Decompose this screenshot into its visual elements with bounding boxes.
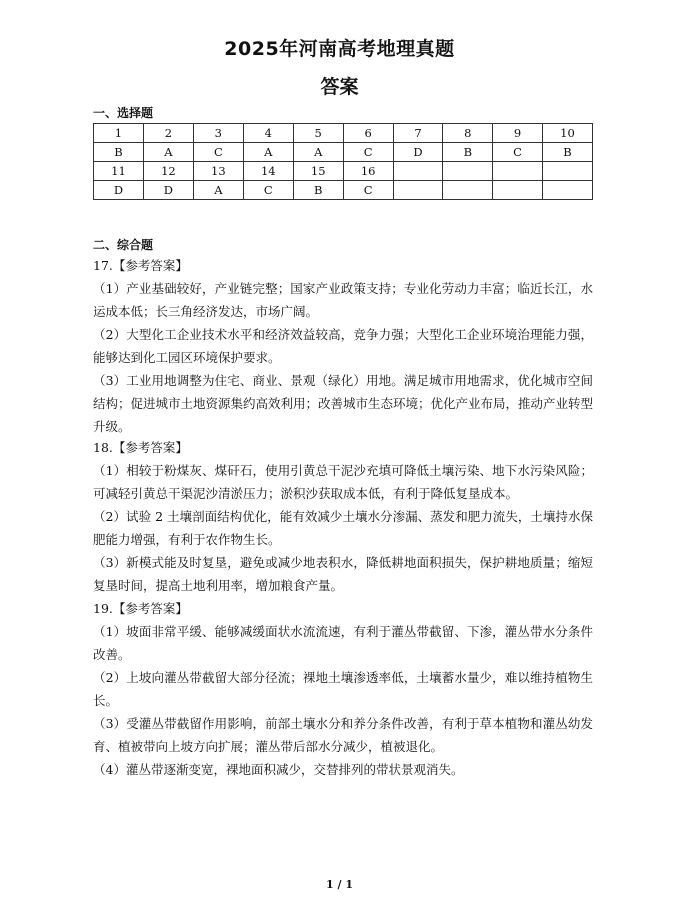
answer-table-cell: C [493,143,543,162]
question-19-block [93,597,593,781]
answer-table-cell: 5 [293,124,343,143]
answer-table-cell [542,162,592,181]
question-17-heading: 17.【参考答案】 [93,258,188,273]
question-19-heading: 19.【参考答案】 [93,601,188,616]
answer-table-row [94,124,593,143]
answer-table-cell: 15 [293,162,343,181]
answer-table-cell [443,181,493,200]
answer-table-cell: 6 [343,124,393,143]
section-heading-comprehensive: 二、综合题 [93,238,154,252]
answer-table-cell: D [393,143,443,162]
answer-table-cell: 11 [94,162,144,181]
answer-18-2: （2）试验 2 土壤剖面结构优化，能有效减少土壤水分渗漏、蒸发和肥力流失，土壤持水保肥能力增强，有利于农作物生长。 [93,509,593,547]
answer-table-cell [443,162,493,181]
page-subtitle: 答案 [320,76,359,98]
answer-19-4: （4）灌丛带逐渐变宽，裸地面积减少，交替排列的带状景观消失。 [93,762,464,777]
answer-table-row [94,143,593,162]
answer-table-cell [493,181,543,200]
answer-table-cell: B [94,143,144,162]
section-heading-choice: 一、选择题 [93,106,154,120]
answer-17-1: （1）产业基础较好，产业链完整；国家产业政策支持；专业化劳动力丰富；临近长江，水运成本低；长三角经济发达，市场广阔。 [93,281,593,319]
answer-table-cell [393,181,443,200]
answer-table-cell: 14 [243,162,293,181]
answer-table-cell: 13 [193,162,243,181]
answer-table-cell: A [193,181,243,200]
answer-table-cell: A [243,143,293,162]
answer-table-cell: D [143,181,193,200]
answer-table-row [94,181,593,200]
answer-table-cell: 1 [94,124,144,143]
answer-table-cell: 4 [243,124,293,143]
answer-table [93,123,593,200]
answer-17-2: （2）大型化工企业技术水平和经济效益较高，竞争力强；大型化工企业环境治理能力强，能够达到化工园区环境保护要求。 [93,327,593,365]
answer-table-cell: 9 [493,124,543,143]
question-18-block [93,436,593,597]
answer-table-cell: 12 [143,162,193,181]
answer-table-cell: B [443,143,493,162]
answer-19-1: （1）坡面非常平缓、能够减缓面状水流流速，有利于灌丛带截留、下渗，灌丛带水分条件改善。 [93,624,593,662]
answer-table-cell: B [293,181,343,200]
answer-table-cell: C [343,143,393,162]
question-17-block [93,254,593,438]
page-title: 2025年河南高考地理真题 [224,38,455,60]
answer-table-cell [393,162,443,181]
answer-table-row [94,162,593,181]
answer-table-cell: A [293,143,343,162]
answer-table-cell: C [343,181,393,200]
answer-19-3: （3）受灌丛带截留作用影响，前部土壤水分和养分条件改善，有利于草本植物和灌丛幼发育、植被带向上坡方向扩展；灌丛带后部水分减少，植被退化。 [93,716,593,754]
answer-table-cell: C [243,181,293,200]
answer-table-cell [493,162,543,181]
answer-table-cell: 16 [343,162,393,181]
answer-table-cell: 2 [143,124,193,143]
answer-table-cell: A [143,143,193,162]
answer-table-cell: 10 [542,124,592,143]
answer-table-cell: 7 [393,124,443,143]
answer-18-1: （1）相较于粉煤灰、煤矸石，使用引黄总干泥沙充填可降低土壤污染、地下水污染风险；可减轻引黄总干渠泥沙清淤压力；淤积沙获取成本低，有利于降低复垦成本。 [93,463,593,501]
answer-table-cell: 3 [193,124,243,143]
answer-table-cell: B [542,143,592,162]
answer-17-3: （3）工业用地调整为住宅、商业、景观（绿化）用地。满足城市用地需求，优化城市空间结构；促进城市土地资源集约高效利用；改善城市生态环境；优化产业布局，推动产业转型升级。 [93,373,594,434]
question-18-heading: 18.【参考答案】 [93,440,188,455]
answer-table-cell [542,181,592,200]
answer-18-3: （3）新模式能及时复垦，避免或减少地表积水，降低耕地面积损失，保护耕地质量；缩短复垦时间，提高土地利用率，增加粮食产量。 [93,555,593,593]
answer-table-cell: 8 [443,124,493,143]
page-number: 1 / 1 [326,878,353,891]
answer-table-cell: C [193,143,243,162]
answer-19-2: （2）上坡向灌丛带截留大部分径流；裸地土壤渗透率低，土壤蓄水量少，难以维持植物生长。 [93,670,593,708]
answer-table-cell: D [94,181,144,200]
